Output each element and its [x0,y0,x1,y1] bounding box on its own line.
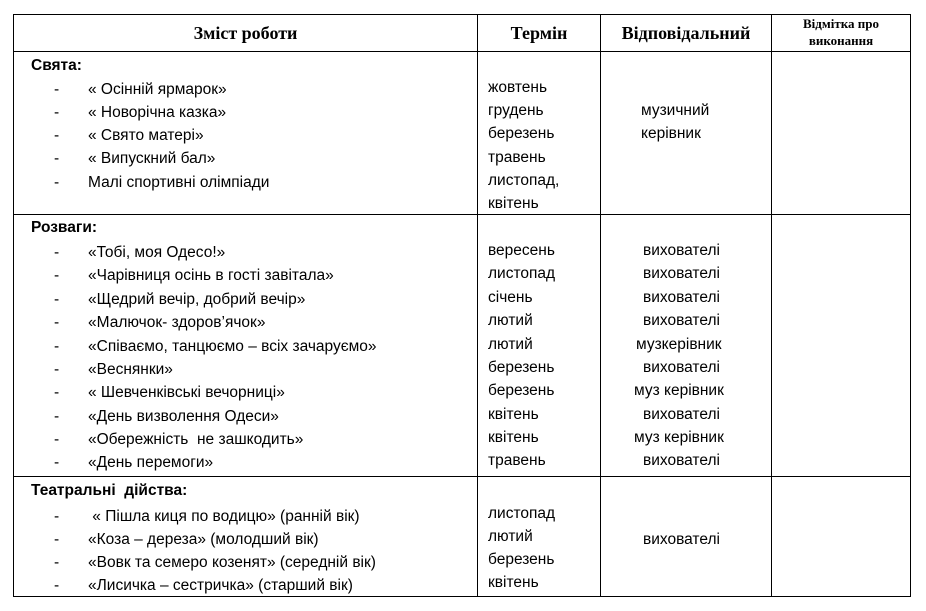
list-item: «День перемоги» [88,454,214,471]
list-item: «Малючок- здоров’ячок» [88,314,266,331]
column-divider-1 [477,14,478,597]
term-cell: вересень [488,242,555,259]
term-cell: травень [488,149,546,166]
table-header-divider [13,51,911,52]
bullet: - [54,314,60,331]
bullet: - [54,384,60,401]
bullet: - [54,104,60,121]
term-cell: травень [488,452,546,469]
section-divider-1 [13,214,911,215]
list-item: «День визволення Одеси» [88,408,279,425]
list-item: « Осінній ярмарок» [88,81,227,98]
header-mark: Відмітка про виконання [803,16,879,48]
section-title-theatre: Театральні дійства: [31,482,188,499]
term-cell: січень [488,289,533,306]
bullet: - [54,267,60,284]
bullet: - [54,81,60,98]
list-item: «Тобі, моя Одесо!» [88,244,226,261]
section-title-holidays: Свята: [31,57,82,74]
list-item: « Пішла киця по водицю» (ранній вік) [88,508,360,525]
responsible-cell: музичний [641,102,710,119]
bullet: - [54,127,60,144]
term-cell: листопад, [488,172,560,189]
term-cell: квітень [488,429,539,446]
bullet: - [54,408,60,425]
list-item: «Співаємо, танцюємо – всіх зачаруємо» [88,338,377,355]
term-cell: лютий [488,312,533,329]
responsible-cell: муз керівник [634,429,724,446]
table-border-left [13,14,14,597]
list-item: « Випускний бал» [88,150,216,167]
responsible-cell: музкерівник [636,336,722,353]
bullet: - [54,554,60,571]
header-responsible: Відповідальний [621,23,751,43]
responsible-cell: вихователі [643,312,720,329]
term-cell: лютий [488,528,533,545]
list-item: « Шевченківські вечорниці» [88,384,285,401]
term-cell: квітень [488,195,539,212]
column-divider-2 [600,14,601,597]
table-border-right [910,14,911,597]
term-cell: листопад [488,505,556,522]
bullet: - [54,338,60,355]
bullet: - [54,577,60,594]
bullet: - [54,150,60,167]
responsible-cell: вихователі [643,531,720,548]
responsible-cell: вихователі [643,406,720,423]
term-cell: квітень [488,406,539,423]
term-cell: грудень [488,102,544,119]
section-divider-2 [13,476,911,477]
responsible-cell: вихователі [643,359,720,376]
list-item: «Обережність не зашкодить» [88,431,304,448]
term-cell: жовтень [488,79,548,96]
term-cell: березень [488,382,555,399]
responsible-cell: вихователі [643,289,720,306]
term-cell: березень [488,551,555,568]
column-divider-3 [771,14,772,597]
list-item: «Лисичка – сестричка» (старший вік) [88,577,353,594]
bullet: - [54,431,60,448]
responsible-cell: вихователі [643,265,720,282]
term-cell: квітень [488,574,539,591]
list-item: «Веснянки» [88,361,173,378]
bullet: - [54,244,60,261]
bullet: - [54,508,60,525]
responsible-cell: вихователі [643,452,720,469]
responsible-cell: муз керівник [634,382,724,399]
bullet: - [54,531,60,548]
bullet: - [54,361,60,378]
responsible-cell: вихователі [643,242,720,259]
term-cell: листопад [488,265,556,282]
list-item: «Щедрий вечір, добрий вечір» [88,291,306,308]
list-item: «Чарівниця осінь в гості завітала» [88,267,334,284]
bullet: - [54,291,60,308]
list-item: « Свято матері» [88,127,204,144]
term-cell: березень [488,125,555,142]
responsible-cell: керівник [641,125,701,142]
header-term: Термін [510,23,568,43]
section-title-entertainment: Розваги: [31,219,98,236]
bullet: - [54,174,60,191]
bullet: - [54,454,60,471]
term-cell: березень [488,359,555,376]
list-item: «Вовк та семеро козенят» (середній вік) [88,554,376,571]
list-item: Малі спортивні олімпіади [88,174,270,191]
list-item: «Коза – дереза» (молодший вік) [88,531,319,548]
list-item: « Новорічна казка» [88,104,227,121]
header-content: Зміст роботи [193,23,298,43]
term-cell: лютий [488,336,533,353]
